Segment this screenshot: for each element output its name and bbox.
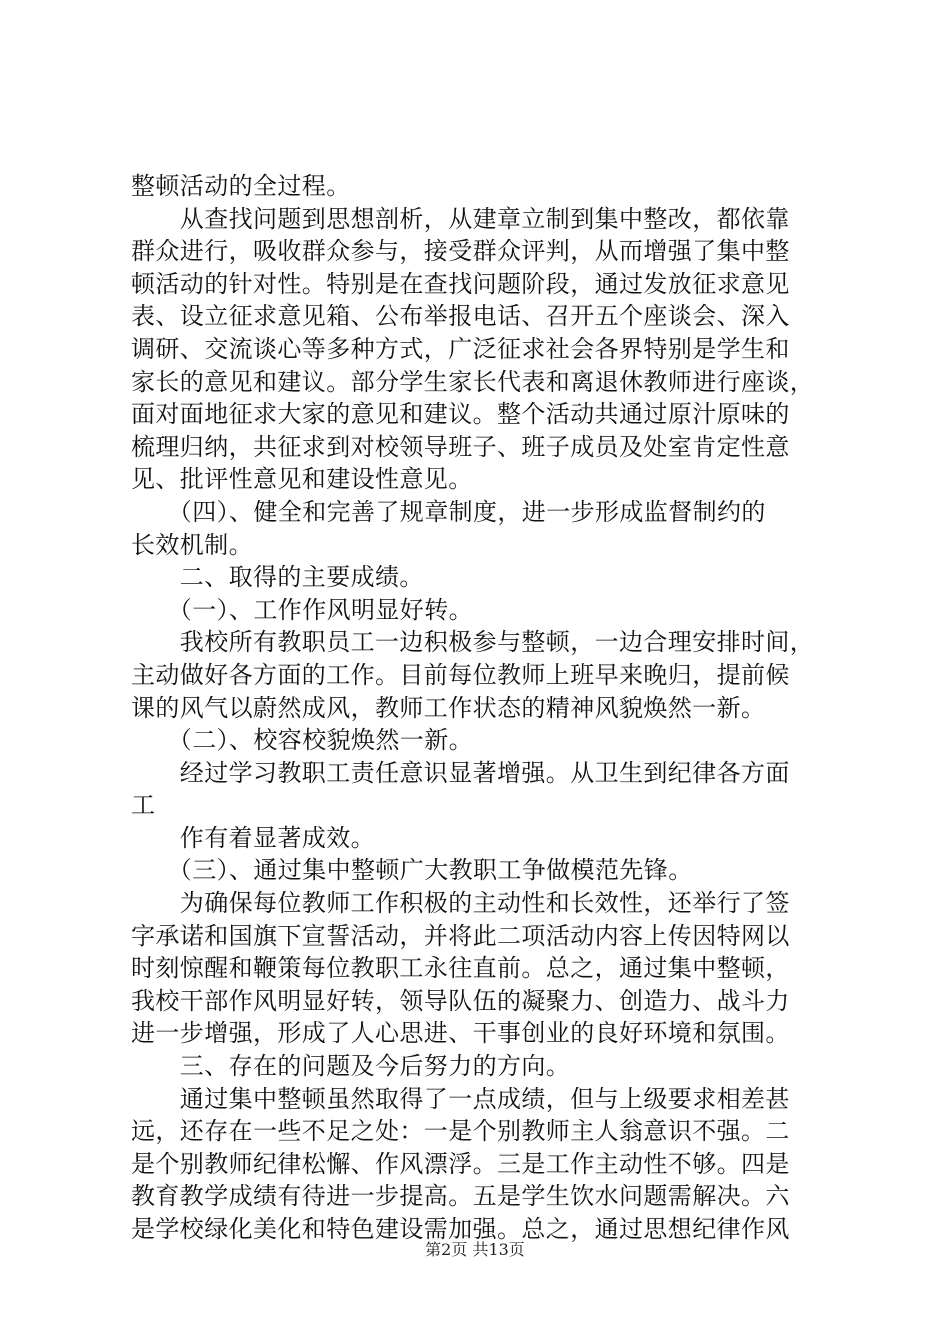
text-line: 是学校绿化美化和特色建设需加强。总之，通过思想纪律作风 (131, 1215, 790, 1243)
text-line: 表、设立征求意见箱、公布举报电话、召开五个座谈会、深入 (131, 302, 790, 331)
text-line: 顿活动的针对性。特别是在查找问题阶段，通过发放征求意见 (131, 269, 790, 298)
text-line: 长效机制。 (131, 530, 253, 559)
text-line: 面对面地征求大家的意见和建议。整个活动共通过原汁原味的 (131, 400, 790, 429)
text-line: 梳理归纳，共征求到对校领导班子、班子成员及处室肯定性意 (131, 432, 790, 461)
section-heading: 二、取得的主要成绩。 (131, 563, 424, 592)
text-line: 我校干部作风明显好转，领导队伍的凝聚力、创造力、战斗力 (131, 986, 790, 1015)
document-body (131, 170, 831, 1246)
text-line: 是个别教师纪律松懈、作风漂浮。三是工作主动性不够。四是 (131, 1149, 790, 1178)
text-line: 主动做好各方面的工作。目前每位教师上班早来晚归，提前候 (131, 660, 790, 689)
section-heading: （二）、校容校貌焕然一新。 (131, 726, 473, 755)
text-line: 工 (131, 791, 156, 820)
text-line: 远，还存在一些不足之处：一是个别教师主人翁意识不强。二 (131, 1117, 790, 1146)
text-line: 群众进行，吸收群众参与，接受群众评判，从而增强了集中整 (131, 237, 790, 266)
section-heading: （三）、通过集中整顿广大教职工争做模范先锋。 (131, 856, 693, 885)
text-line: 课的风气以蔚然成风，教师工作状态的精神风貌焕然一新。 (131, 693, 766, 722)
text-line: 进一步增强，形成了人心思进、干事创业的良好环境和氛围。 (131, 1019, 790, 1048)
text-line: 经过学习教职工责任意识显著增强。从卫生到纪律各方面 (131, 758, 790, 787)
text-line: 通过集中整顿虽然取得了一点成绩，但与上级要求相差甚 (131, 1084, 790, 1113)
section-heading: （四）、健全和完善了规章制度，进一步形成监督制约的 (131, 497, 766, 526)
text-line: 字承诺和国旗下宣誓活动，并将此二项活动内容上传因特网以 (131, 921, 790, 950)
text-line: 见、批评性意见和建设性意见。 (131, 465, 473, 494)
text-line: 作有着显著成效。 (131, 823, 375, 852)
section-heading: （一）、工作作风明显好转。 (131, 595, 473, 624)
text-line: 家长的意见和建议。部分学生家长代表和离退休教师进行座谈， (131, 367, 815, 396)
text-line: 为确保每位教师工作积极的主动性和长效性，还举行了签 (131, 889, 790, 918)
text-line: 我校所有教职员工一边积极参与整顿，一边合理安排时间， (131, 628, 815, 657)
text-line: 教育教学成绩有待进一步提高。五是学生饮水问题需解决。六 (131, 1182, 790, 1211)
text-line: 从查找问题到思想剖析，从建章立制到集中整改，都依靠 (131, 204, 790, 233)
section-heading: 三、存在的问题及今后努力的方向。 (131, 1052, 571, 1081)
text-line: 整顿活动的全过程。 (131, 172, 351, 200)
page-number-footer: 第2页 共13页 (425, 1240, 525, 1259)
text-line: 时刻惊醒和鞭策每位教职工永往直前。总之，通过集中整顿， (131, 954, 790, 983)
text-line: 调研、交流谈心等多种方式，广泛征求社会各界特别是学生和 (131, 334, 790, 363)
